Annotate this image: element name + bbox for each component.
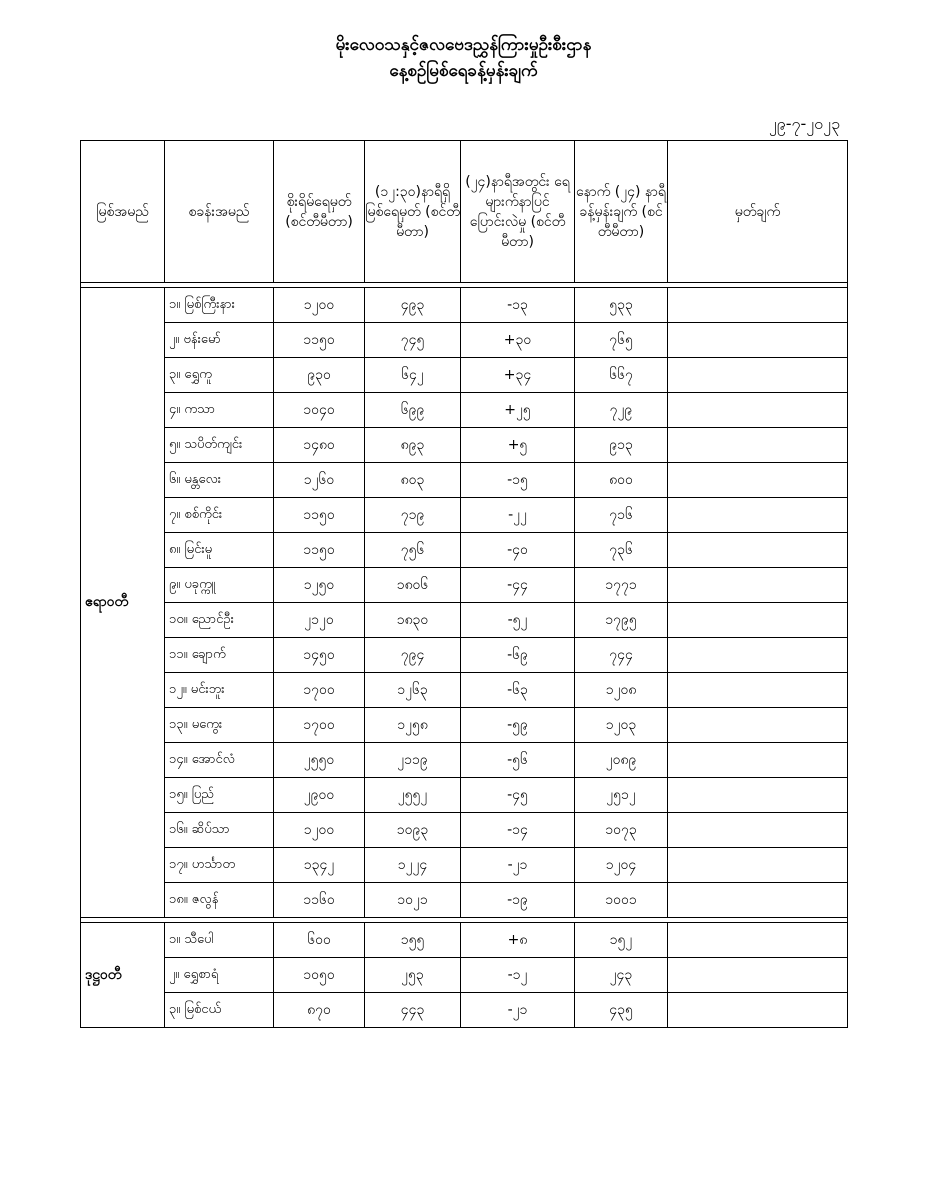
table-row [81, 393, 848, 428]
current-level: ၁၅၅ [365, 923, 461, 958]
station-name: ၆။ မန္တလေး [165, 463, 274, 498]
remark [668, 958, 848, 993]
table-row [81, 463, 848, 498]
remark [668, 323, 848, 358]
table-row [81, 708, 848, 743]
table-row [81, 993, 848, 1028]
station-name: ၈။ မြင်းမူ [165, 533, 274, 568]
level-change: -၂၁ [461, 993, 575, 1028]
department-title: မိုးလေဝသနှင့်ဇလဗေဒညွှန်ကြားမှုဦးစီးဌာန [335, 35, 592, 55]
level-change: -၁၅ [461, 463, 575, 498]
forecast-level: ၁၂၀၄ [575, 848, 668, 883]
station-name: ၁၅။ ပြည် [165, 778, 274, 813]
remark [668, 923, 848, 958]
danger-level: ၁၀၄၀ [274, 393, 365, 428]
danger-level: ၁၃၄၂ [274, 848, 365, 883]
level-change: +၃၄ [461, 358, 575, 393]
remark [668, 993, 848, 1028]
current-level: ၈၉၃ [365, 428, 461, 463]
remark [668, 603, 848, 638]
level-change: -၄၀ [461, 533, 575, 568]
table-row [81, 923, 848, 958]
table-row [81, 428, 848, 463]
danger-level: ၁၂၀၀ [274, 288, 365, 323]
report-date: ၂၉-၇-၂၀၂၃ [768, 114, 840, 133]
table-row [81, 533, 848, 568]
station-name: ၃။ ရွှေကူ [165, 358, 274, 393]
danger-level: ၁၇၀၀ [274, 708, 365, 743]
station-name: ၁၆။ ဆိပ်သာ [165, 813, 274, 848]
current-level: ၆၉၉ [365, 393, 461, 428]
level-change: -၁၂ [461, 958, 575, 993]
level-change: -၅၂ [461, 603, 575, 638]
level-change: -၁၄ [461, 813, 575, 848]
remark [668, 568, 848, 603]
station-name: ၁၂။ မင်းဘူး [165, 673, 274, 708]
danger-level: ၂၁၂၀ [274, 603, 365, 638]
danger-level: ၈၇၀ [274, 993, 365, 1028]
station-name: ၁၃။ မကွေး [165, 708, 274, 743]
station-name: ၁၁။ ချောက် [165, 638, 274, 673]
danger-level: ၁၇၀၀ [274, 673, 365, 708]
danger-level: ၁၁၅၀ [274, 498, 365, 533]
level-change: +၂၅ [461, 393, 575, 428]
current-level: ၂၅၃ [365, 958, 461, 993]
station-name: ၁။ မြစ်ကြီးနား [165, 288, 274, 323]
danger-level: ၁၁၅၀ [274, 323, 365, 358]
remark [668, 813, 848, 848]
forecast-level: ၇၂၉ [575, 393, 668, 428]
danger-level: ၁၂၅၀ [274, 568, 365, 603]
current-level: ၁၀၉၃ [365, 813, 461, 848]
current-level: ၇၅၆ [365, 533, 461, 568]
forecast-level: ၁၇၉၅ [575, 603, 668, 638]
remark [668, 428, 848, 463]
forecast-level: ၇၃၆ [575, 533, 668, 568]
current-level: ၄၉၃ [365, 288, 461, 323]
danger-level: ၁၂၀၀ [274, 813, 365, 848]
table-header-row [81, 141, 848, 283]
remark [668, 848, 848, 883]
table-row [81, 673, 848, 708]
water-level-table [80, 140, 848, 1028]
remark [668, 463, 848, 498]
level-change: +၈ [461, 923, 575, 958]
river-name: ဒုဋ္ဌဝတီ [81, 923, 165, 1028]
remark [668, 533, 848, 568]
forecast-level: ၇၁၆ [575, 498, 668, 533]
station-name: ၁၄။ အောင်လံ [165, 743, 274, 778]
column-header-station: စခန်းအမည် [165, 141, 274, 283]
forecast-level: ၅၃၃ [575, 288, 668, 323]
current-level: ၇၁၉ [365, 498, 461, 533]
forecast-level: ၇၆၅ [575, 323, 668, 358]
current-level: ၇၄၅ [365, 323, 461, 358]
station-name: ၃။ မြစ်ငယ် [165, 993, 274, 1028]
station-name: ၇။ စစ်ကိုင်း [165, 498, 274, 533]
level-change: -၁၉ [461, 883, 575, 918]
forecast-level: ၄၃၅ [575, 993, 668, 1028]
table-row [81, 638, 848, 673]
column-header-current-level: (၁၂:၃၀)နာရီရှိ မြစ်ရေမှတ် (စင်တီမီတာ) [365, 141, 461, 283]
remark [668, 708, 848, 743]
station-name: ၉။ ပခုက္ကူ [165, 568, 274, 603]
forecast-level: ၉၁၃ [575, 428, 668, 463]
danger-level: ၉၃၀ [274, 358, 365, 393]
forecast-level: ၇၄၄ [575, 638, 668, 673]
remark [668, 883, 848, 918]
level-change: -၄၅ [461, 778, 575, 813]
current-level: ၁၈၃၀ [365, 603, 461, 638]
forecast-level: ၁၂၀၈ [575, 673, 668, 708]
level-change: -၅၆ [461, 743, 575, 778]
table-row [81, 323, 848, 358]
level-change: -၁၃ [461, 288, 575, 323]
table-row [81, 848, 848, 883]
station-name: ၁၀။ ညောင်ဦး [165, 603, 274, 638]
current-level: ၁၂၆၃ [365, 673, 461, 708]
danger-level: ၂၅၅၀ [274, 743, 365, 778]
table-row [81, 358, 848, 393]
current-level: ၂၅၅၂ [365, 778, 461, 813]
current-level: ၁၈၀၆ [365, 568, 461, 603]
forecast-level: ၈၀၀ [575, 463, 668, 498]
table-row [81, 883, 848, 918]
forecast-level: ၂၅၁၂ [575, 778, 668, 813]
forecast-level: ၁၂၀၃ [575, 708, 668, 743]
forecast-level: ၁၇၇၁ [575, 568, 668, 603]
current-level: ၄၄၃ [365, 993, 461, 1028]
level-change: -၆၃ [461, 673, 575, 708]
table-row [81, 778, 848, 813]
column-header-remark: မှတ်ချက် [668, 141, 848, 283]
station-name: ၂။ ဗန်းမော် [165, 323, 274, 358]
level-change: -၄၄ [461, 568, 575, 603]
table-row [81, 568, 848, 603]
danger-level: ၁၁၆၀ [274, 883, 365, 918]
remark [668, 778, 848, 813]
table-row [81, 603, 848, 638]
remark [668, 673, 848, 708]
forecast-level: ၂၀၈၉ [575, 743, 668, 778]
current-level: ၁၂၂၄ [365, 848, 461, 883]
forecast-level: ၁၀၀၁ [575, 883, 668, 918]
column-header-forecast: နောက် (၂၄) နာရီ ခန့်မှန်းချက် (စင်တီမီတာ) [575, 141, 668, 283]
station-name: ၁၇။ ဟင်္သာတ [165, 848, 274, 883]
current-level: ၂၁၁၉ [365, 743, 461, 778]
column-header-24h-change: (၂၄)နာရီအတွင်း ရေများက်နာပြင် ပြောင်းလဲမှု (စင်တီမီတာ) [461, 141, 575, 283]
level-change: +၅ [461, 428, 575, 463]
station-name: ၁၈။ ဇလွန် [165, 883, 274, 918]
forecast-level: ၁၅၂ [575, 923, 668, 958]
column-header-danger-level: စိုးရိမ်ရေမှတ် (စင်တီမီတာ) [274, 141, 365, 283]
danger-level: ၁၂၆၀ [274, 463, 365, 498]
current-level: ၈၀၃ [365, 463, 461, 498]
table-row [81, 958, 848, 993]
level-change: -၆၉ [461, 638, 575, 673]
level-change: -၂၂ [461, 498, 575, 533]
remark [668, 288, 848, 323]
remark [668, 358, 848, 393]
forecast-level: ၁၀၇၃ [575, 813, 668, 848]
level-change: -၅၉ [461, 708, 575, 743]
report-header [0, 32, 927, 84]
current-level: ၁၂၅၈ [365, 708, 461, 743]
remark [668, 393, 848, 428]
remark [668, 638, 848, 673]
current-level: ၆၄၂ [365, 358, 461, 393]
danger-level: ၁၀၅၀ [274, 958, 365, 993]
danger-level: ၁၁၅၀ [274, 533, 365, 568]
forecast-level: ၆၆၇ [575, 358, 668, 393]
station-name: ၄။ ကသာ [165, 393, 274, 428]
level-change: -၂၁ [461, 848, 575, 883]
table-row [81, 813, 848, 848]
report-title: နေ့စဉ်မြစ်ရေခန့်မှန်းချက် [389, 61, 538, 81]
danger-level: ၁၄၅၀ [274, 638, 365, 673]
column-header-river: မြစ်အမည် [81, 141, 165, 283]
danger-level: ၁၄၈၀ [274, 428, 365, 463]
remark [668, 743, 848, 778]
forecast-level: ၂၄၃ [575, 958, 668, 993]
station-name: ၂။ ရွှေစာရံ [165, 958, 274, 993]
remark [668, 498, 848, 533]
table-row [81, 498, 848, 533]
river-name: ဧရာဝတီ [81, 288, 165, 918]
danger-level: ၂၉၀၀ [274, 778, 365, 813]
station-name: ၁။ သီပေါ [165, 923, 274, 958]
station-name: ၅။ သပိတ်ကျင်း [165, 428, 274, 463]
danger-level: ၆၀၀ [274, 923, 365, 958]
current-level: ၁၀၂၁ [365, 883, 461, 918]
level-change: +၃၀ [461, 323, 575, 358]
table-row [81, 288, 848, 323]
current-level: ၇၉၄ [365, 638, 461, 673]
table-row [81, 743, 848, 778]
